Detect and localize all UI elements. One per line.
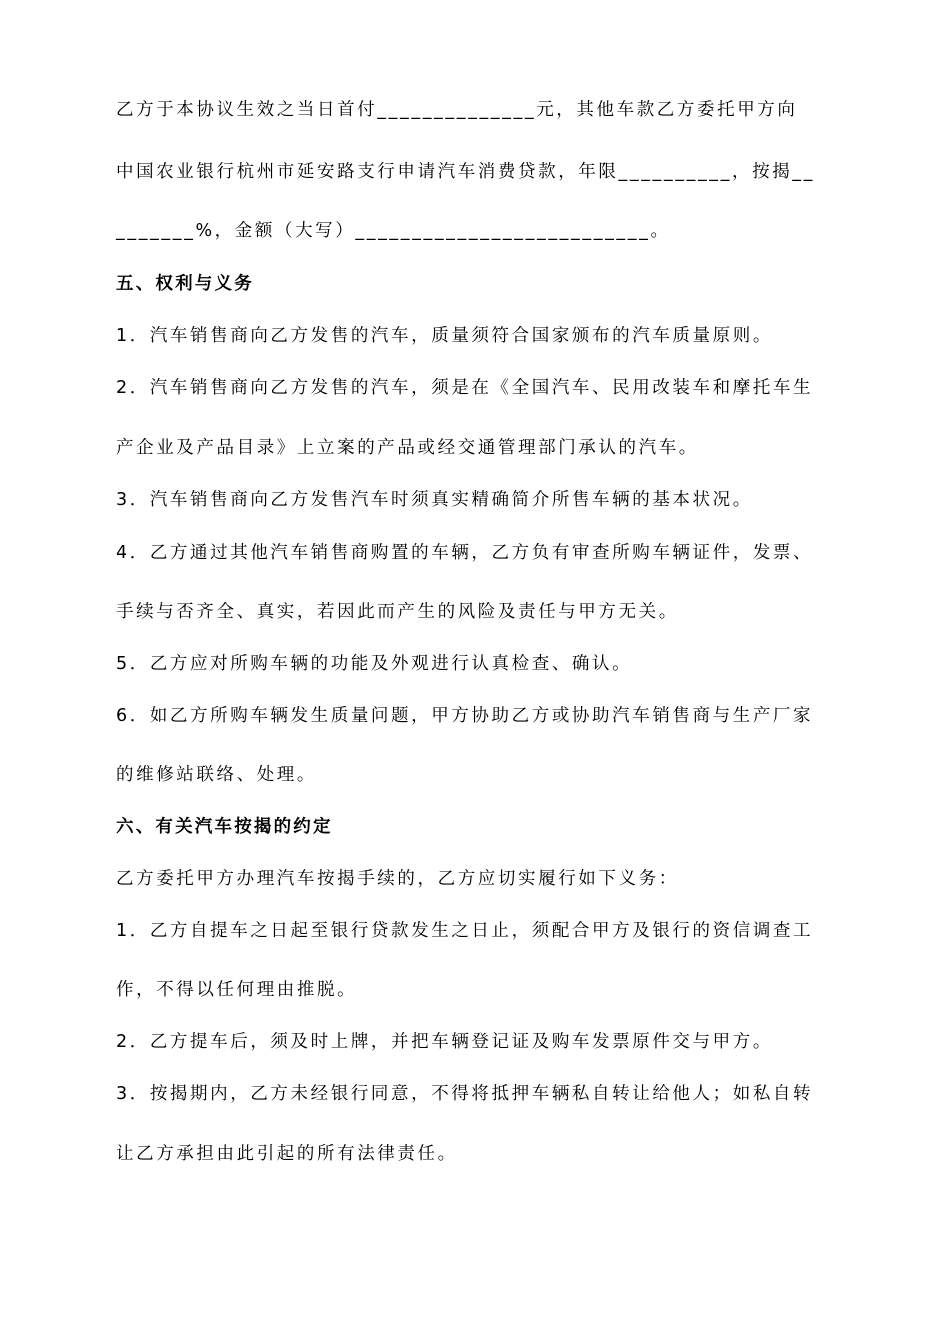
section-heading: 五、权利与义务 bbox=[116, 274, 254, 294]
text-line: 2．乙方提车后，须及时上牌，并把车辆登记证及购车发票原件交与甲方。 bbox=[116, 1032, 773, 1052]
text-line: _______%，金额（大写）__________________________。 bbox=[116, 221, 671, 241]
text-line: 1．乙方自提车之日起至银行贷款发生之日止，须配合甲方及银行的资信调查工 bbox=[116, 921, 814, 941]
text-line: 手续与否齐全、真实，若因此而产生的风险及责任与甲方无关。 bbox=[116, 602, 679, 622]
text-line: 3．汽车销售商向乙方发售汽车时须真实精确简介所售车辆的基本状况。 bbox=[116, 490, 753, 510]
text-line: 乙方于本协议生效之当日首付______________元，其他车款乙方委托甲方向 bbox=[116, 100, 798, 120]
text-line: 作，不得以任何理由推脱。 bbox=[116, 980, 358, 1000]
text-line: 让乙方承担由此引起的所有法律责任。 bbox=[116, 1144, 458, 1164]
text-line: 6．如乙方所购车辆发生质量问题，甲方协助乙方或协助汽车销售商与生产厂家 bbox=[116, 706, 814, 726]
text-line: 乙方委托甲方办理汽车按揭手续的，乙方应切实履行如下义务： bbox=[116, 869, 679, 889]
text-line: 产企业及产品目录》上立案的产品或经交通管理部门承认的汽车。 bbox=[116, 438, 699, 458]
text-line: 1．汽车销售商向乙方发售的汽车，质量须符合国家颁布的汽车质量原则。 bbox=[116, 326, 773, 346]
section-heading: 六、有关汽车按揭的约定 bbox=[116, 817, 333, 837]
text-line: 4．乙方通过其他汽车销售商购置的车辆，乙方负有审查所购车辆证件，发票、 bbox=[116, 543, 814, 563]
text-line: 的维修站联络、处理。 bbox=[116, 765, 317, 785]
text-line: 2．汽车销售商向乙方发售的汽车，须是在《全国汽车、民用改装车和摩托车生 bbox=[116, 378, 814, 398]
text-line: 中国农业银行杭州市延安路支行申请汽车消费贷款，年限__________，按揭__ bbox=[116, 162, 815, 182]
text-line: 3．按揭期内，乙方未经银行同意，不得将抵押车辆私自转让给他人；如私自转 bbox=[116, 1084, 814, 1104]
text-line: 5．乙方应对所购车辆的功能及外观进行认真检查、确认。 bbox=[116, 654, 633, 674]
